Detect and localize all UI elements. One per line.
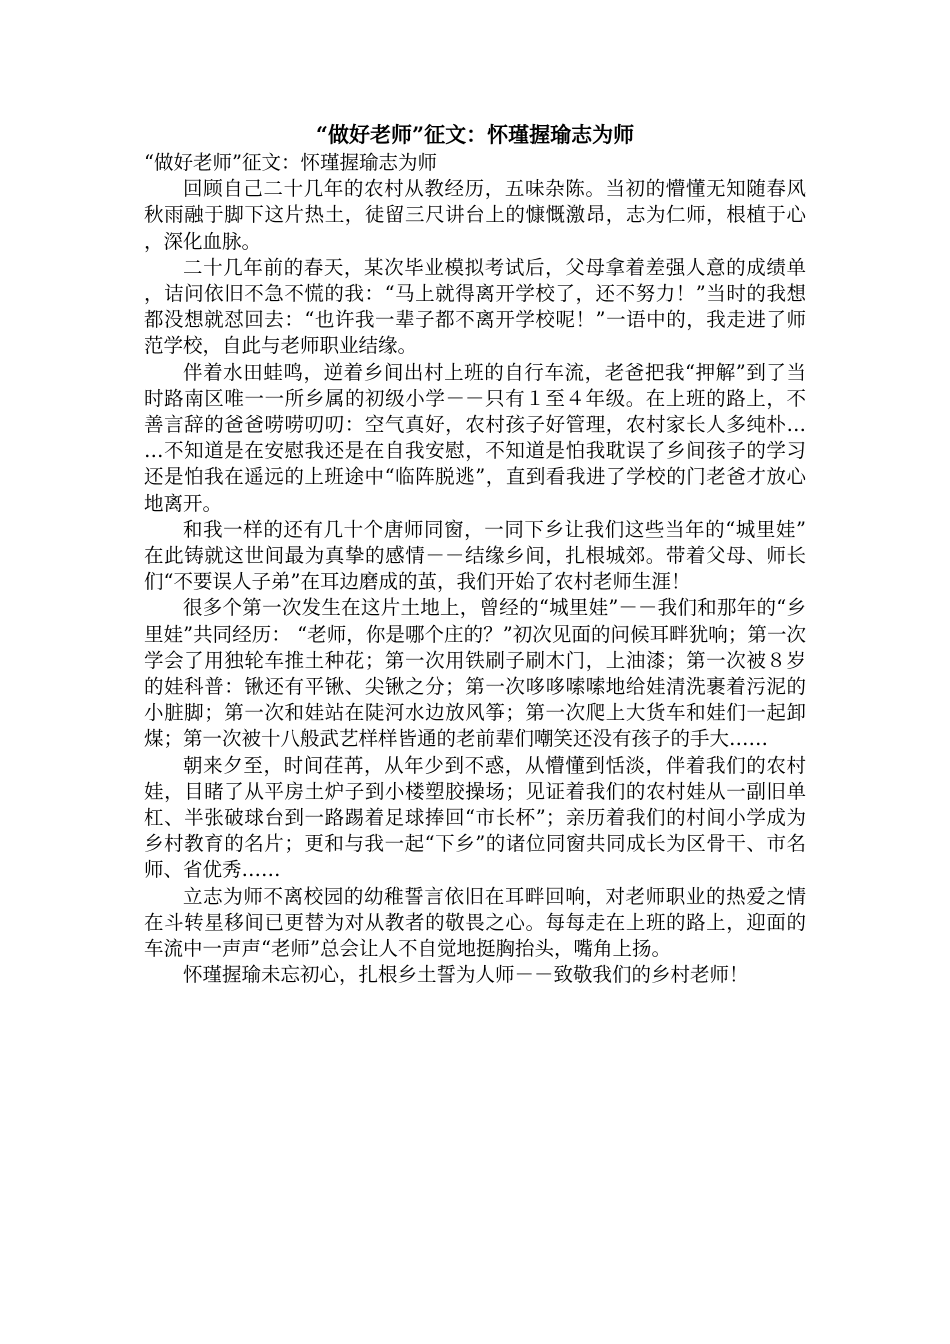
paragraph: 怀瑾握瑜未忘初心，扎根乡土誓为人师－－致敬我们的乡村老师！ — [183, 963, 749, 987]
document-subtitle: “做好老师”征文：怀瑾握瑜志为师 — [144, 151, 437, 174]
paragraph: 伴着水田蛙鸣，逆着乡间出村上班的自行车流，老爸把我“押解”到了当时路南区唯一一所乡属的初级小学－－只有１至４年级。在上班的路上，不善言辞的爸爸唠唠叨叨：空气真好，农村孩子好管理，农村家长人多纯朴……不知道是在安慰我还是在自我安慰，不知道是怕我耽误了乡间孩子的学习还是怕我在遥远的上班途中“临阵脱逃”，直到看我进了学校的门老爸才放心地离开。 — [144, 360, 806, 515]
paragraph: 和我一样的还有几十个唐师同窗，一同下乡让我们这些当年的“城里娃”在此铸就这世间最为真挚的感情－－结缘乡间，扎根城郊。带着父母、师长们“不要误人子弟”在耳边磨成的茧，我们开始了农村老师生涯！ — [144, 517, 806, 594]
paragraph: 二十几年前的春天，某次毕业模拟考试后，父母拿着差强人意的成绩单，诘问依旧不急不慌的我：“马上就得离开学校了，还不努力！”当时的我想都没想就怼回去：“也许我一辈子都不离开学校呢！”一语中的，我走进了师范学校，自此与老师职业结缘。 — [144, 255, 806, 358]
document-title: “做好老师”征文：怀瑾握瑜志为师 — [315, 122, 635, 147]
paragraph: 朝来夕至，时间荏苒，从年少到不惑，从懵懂到恬淡，伴着我们的农村娃，目睹了从平房土炉子到小楼塑胶操场；见证着我们的农村娃从一副旧单杠、半张破球台到一路踢着足球捧回“市长杯”；亲历着我们的村间小学成为乡村教育的名片；更和与我一起“下乡”的诸位同窗共同成长为区骨干、市名师、省优秀…… — [144, 753, 806, 882]
paragraph: 很多个第一次发生在这片土地上，曾经的“城里娃”－－我们和那年的“乡里娃”共同经历： “老师，你是哪个庄的？”初次见面的问候耳畔犹响；第一次学会了用独轮车推土种花；第一次用铁刷子刷木门，上油漆；第一次被８岁的娃科普：锹还有平锹、尖锹之分；第一次哆哆嗦嗦地给娃清洗裹着污泥的小脏脚；第一次和娃站在陡河水边放风筝；第一次爬上大货车和娃们一起卸煤；第一次被十八般武艺样样皆通的老前辈们嘲笑还没有孩子的手大…… — [144, 596, 806, 751]
document-body — [144, 150, 806, 989]
paragraph: 立志为师不离校园的幼稚誓言依旧在耳畔回响，对老师职业的热爱之情在斗转星移间已更替为对从教者的敬畏之心。每每走在上班的路上，迎面的车流中一声声“老师”总会让人不自觉地挺胸抬头，嘴角上扬。 — [144, 884, 806, 961]
paragraph: 回顾自己二十几年的农村从教经历，五味杂陈。当初的懵懂无知随春风秋雨融于脚下这片热土，徒留三尺讲台上的慷慨激昂，志为仁师，根植于心，深化血脉。 — [144, 177, 806, 253]
